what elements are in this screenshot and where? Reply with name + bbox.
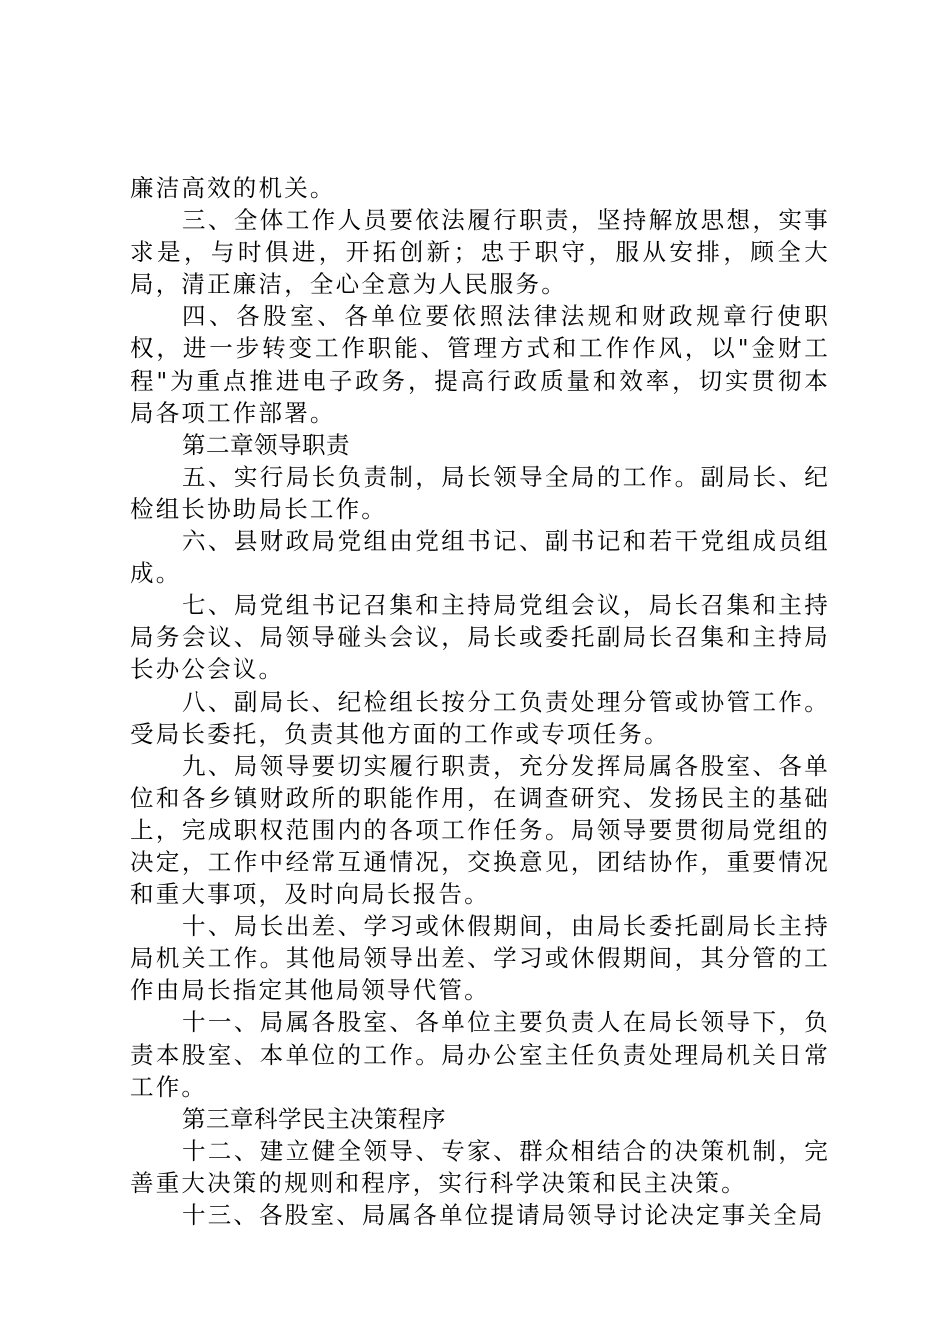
paragraph-article-11: 十一、局属各股室、各单位主要负责人在局长领导下，负责本股室、本单位的工作。局办公室主任负责处理局机关日常工作。: [130, 1008, 830, 1101]
paragraph-article-5: 五、实行局长负责制，局长领导全局的工作。副局长、纪检组长协助局长工作。: [130, 462, 830, 523]
chapter-heading-2: 第二章领导职责: [182, 430, 350, 459]
paragraph-article-10: 十、局长出差、学习或休假期间，由局长委托副局长主持局机关工作。其他局领导出差、学习或休假期间，其分管的工作由局长指定其他局领导代管。: [130, 912, 830, 1005]
document-body: [130, 172, 830, 1231]
paragraph-article-8: 八、副局长、纪检组长按分工负责处理分管或协管工作。受局长委托，负责其他方面的工作或专项任务。: [130, 687, 830, 748]
paragraph-article-13: 十三、各股室、局属各单位提请局领导讨论决定事关全局: [182, 1201, 825, 1229]
chapter-heading-3: 第三章科学民主决策程序: [182, 1104, 446, 1133]
paragraph-article-9: 九、局领导要切实履行职责，充分发挥局属各股室、各单位和各乡镇财政所的职能作用，在调查研究、发扬民主的基础上，完成职权范围内的各项工作任务。局领导要贯彻局党组的决定，工作中经常互通情况，交换意见，团结协作，重要情况和重大事项，及时向局长报告。: [130, 751, 830, 909]
paragraph-article-6: 六、县财政局党组由党组书记、副书记和若干党组成员组成。: [130, 527, 830, 588]
paragraph-continuation: 廉洁高效的机关。: [130, 174, 336, 202]
paragraph-article-4: 四、各股室、各单位要依照法律法规和财政规章行使职权，进一步转变工作职能、管理方式和工作作风，以"金财工程"为重点推进电子政务，提高行政质量和效率，切实贯彻本局各项工作部署。: [130, 302, 830, 427]
paragraph-article-3: 三、全体工作人员要依法履行职责，坚持解放思想，实事求是，与时俱进，开拓创新；忠于职守，服从安排，顾全大局，清正廉洁，全心全意为人民服务。: [130, 206, 830, 299]
paragraph-article-12: 十二、建立健全领导、专家、群众相结合的决策机制，完善重大决策的规则和程序，实行科学决策和民主决策。: [130, 1136, 830, 1197]
paragraph-article-7: 七、局党组书记召集和主持局党组会议，局长召集和主持局务会议、局领导碰头会议，局长或委托副局长召集和主持局长办公会议。: [130, 591, 830, 684]
